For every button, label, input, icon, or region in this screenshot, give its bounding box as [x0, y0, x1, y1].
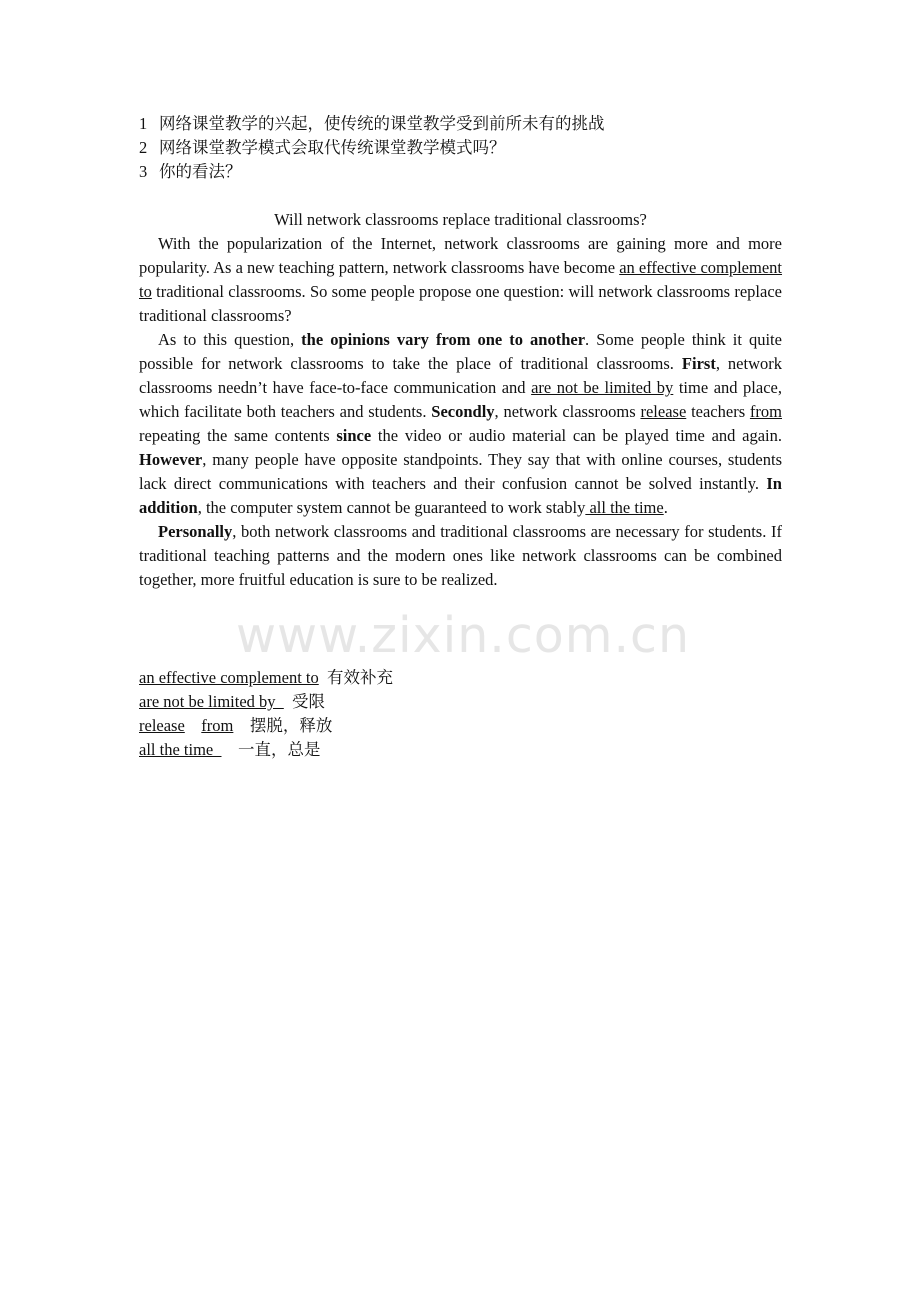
bold-phrase: Personally [158, 522, 233, 541]
vocab-gap [319, 668, 327, 687]
underlined-phrase: from [749, 402, 782, 421]
prompt-number: 2 [139, 138, 148, 157]
prompt-text: 网络课堂教学的兴起，使传统的课堂教学受到前所未有的挑战 [159, 114, 605, 133]
vocab-item [139, 714, 393, 738]
text-run: time and place, which facilitate both teachers and students. [139, 378, 782, 421]
document-body [139, 112, 782, 592]
prompt-3 [139, 160, 782, 184]
underlined-phrase: all the time [585, 498, 664, 517]
text-run: With the popularization of the Internet, network classrooms are gaining more and more popularity. As a new teaching pattern, network classrooms have become [139, 234, 782, 277]
vocab-term: all the time [139, 740, 222, 759]
watermark: www.zixin.com.cn [235, 607, 691, 664]
bold-phrase: In addition [139, 474, 782, 517]
prompt-2 [139, 136, 782, 160]
vocabulary-list [139, 666, 393, 762]
text-run: teachers [686, 402, 750, 421]
underlined-phrase: release [640, 402, 687, 421]
underlined-phrase: are not be limited by [531, 378, 674, 397]
vocab-term: from [201, 716, 234, 735]
bold-phrase: the opinions vary from one to another [301, 330, 586, 349]
underlined-phrase: an effective complement to [139, 258, 783, 301]
text-run: , network classrooms [494, 402, 641, 421]
essay-title: Will network classrooms replace traditional classrooms? [274, 210, 647, 229]
vocab-gap [233, 716, 250, 735]
vocab-item [139, 738, 393, 762]
vocab-meaning: 有效补充 [327, 668, 393, 687]
text-run: repeating the same contents [139, 426, 337, 445]
essay-paragraph-1 [139, 232, 782, 328]
essay-paragraph-2 [139, 328, 782, 520]
text-run: , many people have opposite standpoints. They say that with online courses, students lack direct communications with teachers and their confusion cannot be solved instantly. [139, 450, 782, 493]
text-run: traditional classrooms. So some people propose one question: will network classrooms replace traditional classrooms? [139, 282, 782, 325]
text-run: As to this question, [158, 330, 302, 349]
bold-phrase: First [681, 354, 716, 373]
bold-phrase: since [336, 426, 372, 445]
vocab-meaning: 摆脱，释放 [249, 716, 333, 735]
essay-paragraph-3 [139, 520, 782, 592]
text-run: , network classrooms needn’t have face-to-face communication and [139, 354, 782, 397]
vocab-gap [185, 716, 202, 735]
prompt-text: 你的看法？ [159, 162, 242, 181]
text-run: . Some people think it quite possible for network classrooms to take the place of traditional classrooms. [139, 330, 782, 373]
prompt-number: 1 [139, 114, 148, 133]
vocab-term: are not be limited by [139, 692, 284, 711]
vocab-meaning: 一直，总是 [237, 740, 321, 759]
bold-phrase: Secondly [431, 402, 495, 421]
text-run: , the computer system cannot be guaranteed to work stably [197, 498, 586, 517]
vocab-term: release [139, 716, 185, 735]
text-run: the video or audio material can be played time and again. [371, 426, 782, 445]
bold-phrase: However [139, 450, 203, 469]
text-run: . [663, 498, 668, 517]
vocab-item [139, 666, 393, 690]
blank-line [139, 184, 782, 208]
prompt-1 [139, 112, 782, 136]
prompt-text: 网络课堂教学模式会取代传统课堂教学模式吗？ [159, 138, 506, 157]
prompt-number: 3 [139, 162, 148, 181]
text-run: , both network classrooms and traditional classrooms are necessary for students. If traditional teaching patterns and the modern ones like network classrooms can be combined together, more fruitful education is sure to be realized. [139, 522, 782, 589]
vocab-gap [284, 692, 292, 711]
vocab-item [139, 690, 393, 714]
vocab-term: an effective complement to [139, 668, 319, 687]
vocab-meaning: 受限 [292, 692, 326, 711]
vocab-gap [221, 740, 238, 759]
